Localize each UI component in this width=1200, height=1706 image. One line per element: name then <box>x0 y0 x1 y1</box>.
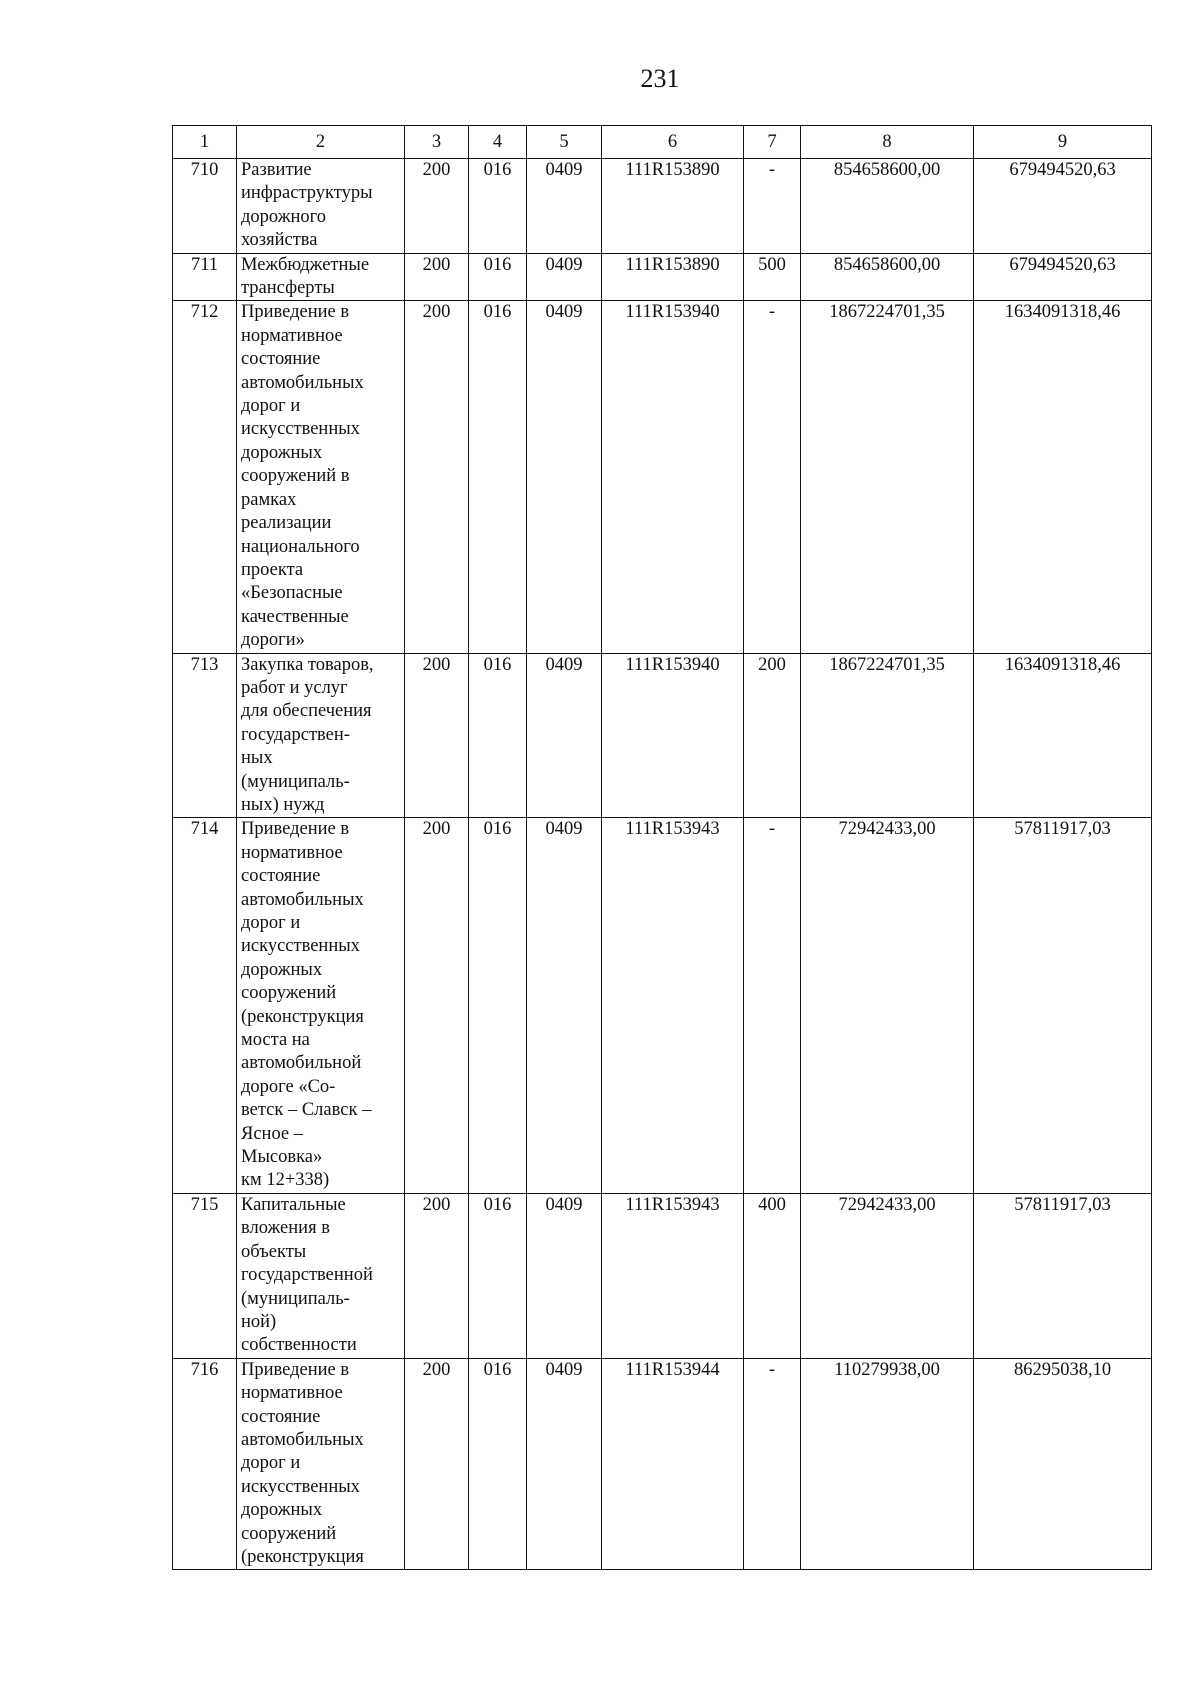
section-code-cell: 016 <box>469 159 527 254</box>
column-header: 8 <box>801 126 974 159</box>
table-row <box>173 653 1152 818</box>
row-number-cell: 716 <box>173 1358 237 1570</box>
subsection-code-cell: 0409 <box>527 253 602 301</box>
name-line: дорог и <box>241 913 301 933</box>
section-code-cell: 016 <box>469 653 527 818</box>
subsection-code-cell: 0409 <box>527 818 602 1194</box>
row-number-cell: 711 <box>173 253 237 301</box>
name-line: Мысовка» <box>241 1147 323 1168</box>
column-header: 2 <box>237 126 405 159</box>
column-header: 6 <box>602 126 744 159</box>
subsection-code-cell: 0409 <box>527 1358 602 1570</box>
executed-amount-cell: 86295038,10 <box>974 1358 1152 1570</box>
table-row <box>173 1193 1152 1358</box>
name-line: трансферты <box>241 278 335 299</box>
name-cell <box>237 818 405 1194</box>
expense-type-cell: - <box>744 818 801 1194</box>
name-line: искусственных <box>241 1476 360 1497</box>
budget-table <box>172 125 1152 1570</box>
ministry-code-cell: 200 <box>405 818 469 1194</box>
name-line: автомобильных <box>241 1429 364 1450</box>
name-line: (реконструкция <box>241 1546 364 1567</box>
name-line: Ясное – <box>241 1123 304 1144</box>
ministry-code-cell: 200 <box>405 1358 469 1570</box>
name-line: нормативное <box>241 1383 343 1404</box>
name-line: реализации <box>241 513 332 534</box>
executed-amount-cell: 1634091318,46 <box>974 301 1152 653</box>
expense-type-cell: - <box>744 159 801 254</box>
name-line: дорожных <box>241 1500 323 1521</box>
approved-amount-cell: 1867224701,35 <box>801 653 974 818</box>
table-row <box>173 301 1152 653</box>
name-line: «Безопасные <box>241 583 343 604</box>
section-code-cell: 016 <box>469 253 527 301</box>
name-line: объекты <box>241 1241 307 1262</box>
name-line: ветск – Славск – <box>241 1100 372 1121</box>
row-number-cell: 713 <box>173 653 237 818</box>
approved-amount-cell: 72942433,00 <box>801 1193 974 1358</box>
section-code-cell: 016 <box>469 301 527 653</box>
name-line: автомобильной <box>241 1053 362 1074</box>
name-line: качественные <box>241 606 349 627</box>
section-code-cell: 016 <box>469 1358 527 1570</box>
target-article-cell: 111R153943 <box>602 1193 744 1358</box>
name-line: (муниципаль- <box>241 1288 350 1309</box>
name-cell <box>237 301 405 653</box>
approved-amount-cell: 854658600,00 <box>801 253 974 301</box>
name-line: Приведение в <box>241 819 350 840</box>
name-line: состояние <box>241 1406 321 1427</box>
expense-type-cell: - <box>744 301 801 653</box>
name-line: инфраструктуры <box>241 183 373 204</box>
name-line: Капитальные <box>241 1194 346 1215</box>
name-line: (муниципаль- <box>241 771 350 792</box>
name-line: дорог и <box>241 1453 301 1474</box>
name-line: государствен- <box>241 724 350 745</box>
name-cell <box>237 253 405 301</box>
name-line: Закупка товаров, <box>241 654 374 675</box>
page-number: 231 <box>640 64 680 93</box>
name-line: км 12+338) <box>241 1170 330 1191</box>
name-line: национального <box>241 536 360 557</box>
header-row <box>173 126 1152 159</box>
target-article-cell: 111R153940 <box>602 653 744 818</box>
name-line: проекта <box>241 559 304 580</box>
name-line: состояние <box>241 866 321 887</box>
name-cell <box>237 653 405 818</box>
approved-amount-cell: 110279938,00 <box>801 1358 974 1570</box>
table-row <box>173 159 1152 254</box>
section-code-cell: 016 <box>469 818 527 1194</box>
row-number-cell: 710 <box>173 159 237 254</box>
name-line: Приведение в <box>241 1359 350 1380</box>
target-article-cell: 111R153890 <box>602 159 744 254</box>
table-row <box>173 818 1152 1194</box>
name-line: дороге «Со- <box>241 1076 336 1097</box>
name-line: государственной <box>241 1265 373 1286</box>
name-line: нормативное <box>241 325 343 346</box>
name-line: ных) нужд <box>241 794 325 815</box>
target-article-cell: 111R153890 <box>602 253 744 301</box>
name-line: рамках <box>241 489 297 510</box>
name-line: Межбюджетные <box>241 254 370 275</box>
name-line: Развитие <box>241 160 312 180</box>
name-line: сооружений <box>241 1523 337 1544</box>
name-line: Приведение в <box>241 302 350 323</box>
column-header: 9 <box>974 126 1152 159</box>
name-line: сооружений в <box>241 466 350 487</box>
name-cell <box>237 1358 405 1570</box>
name-line: вложения в <box>241 1218 330 1239</box>
name-line: нормативное <box>241 842 343 863</box>
name-line: дорожных <box>241 442 323 463</box>
name-line: (реконструкция <box>241 1006 364 1027</box>
ministry-code-cell: 200 <box>405 253 469 301</box>
name-line: автомобильных <box>241 372 364 393</box>
name-line: дорожных <box>241 959 323 980</box>
name-line: собственности <box>241 1335 357 1356</box>
approved-amount-cell: 72942433,00 <box>801 818 974 1194</box>
column-header: 7 <box>744 126 801 159</box>
target-article-cell: 111R153943 <box>602 818 744 1194</box>
table-row <box>173 253 1152 301</box>
column-header: 3 <box>405 126 469 159</box>
approved-amount-cell: 854658600,00 <box>801 159 974 254</box>
subsection-code-cell: 0409 <box>527 653 602 818</box>
name-line: искусственных <box>241 936 360 957</box>
executed-amount-cell: 1634091318,46 <box>974 653 1152 818</box>
row-number-cell: 715 <box>173 1193 237 1358</box>
name-line: состояние <box>241 349 321 370</box>
name-line: ной) <box>241 1311 277 1332</box>
name-cell <box>237 1193 405 1358</box>
name-cell <box>237 159 405 254</box>
row-number-cell: 714 <box>173 818 237 1194</box>
target-article-cell: 111R153940 <box>602 301 744 653</box>
name-line: дорог и <box>241 396 301 417</box>
table-row <box>173 1358 1152 1570</box>
approved-amount-cell: 1867224701,35 <box>801 301 974 653</box>
name-line: работ и услуг <box>241 677 348 698</box>
name-line: дорожного <box>241 206 327 227</box>
name-line: хозяйства <box>241 230 318 251</box>
column-header: 4 <box>469 126 527 159</box>
executed-amount-cell: 57811917,03 <box>974 1193 1152 1358</box>
expense-type-cell: - <box>744 1358 801 1570</box>
column-header: 1 <box>173 126 237 159</box>
section-code-cell: 016 <box>469 1193 527 1358</box>
name-line: искусственных <box>241 419 360 440</box>
name-line: автомобильных <box>241 889 364 910</box>
name-line: для обеспечения <box>241 701 372 722</box>
executed-amount-cell: 679494520,63 <box>974 159 1152 254</box>
expense-type-cell: 400 <box>744 1193 801 1358</box>
name-line: сооружений <box>241 983 337 1004</box>
name-line: моста на <box>241 1030 310 1051</box>
executed-amount-cell: 57811917,03 <box>974 818 1152 1194</box>
expense-type-cell: 500 <box>744 253 801 301</box>
subsection-code-cell: 0409 <box>527 159 602 254</box>
ministry-code-cell: 200 <box>405 653 469 818</box>
table-body <box>173 159 1152 1570</box>
name-line: дороги» <box>241 630 305 651</box>
ministry-code-cell: 200 <box>405 1193 469 1358</box>
executed-amount-cell: 679494520,63 <box>974 253 1152 301</box>
subsection-code-cell: 0409 <box>527 301 602 653</box>
row-number-cell: 712 <box>173 301 237 653</box>
column-header: 5 <box>527 126 602 159</box>
subsection-code-cell: 0409 <box>527 1193 602 1358</box>
target-article-cell: 111R153944 <box>602 1358 744 1570</box>
ministry-code-cell: 200 <box>405 301 469 653</box>
expense-type-cell: 200 <box>744 653 801 818</box>
name-line: ных <box>241 748 273 769</box>
ministry-code-cell: 200 <box>405 159 469 254</box>
